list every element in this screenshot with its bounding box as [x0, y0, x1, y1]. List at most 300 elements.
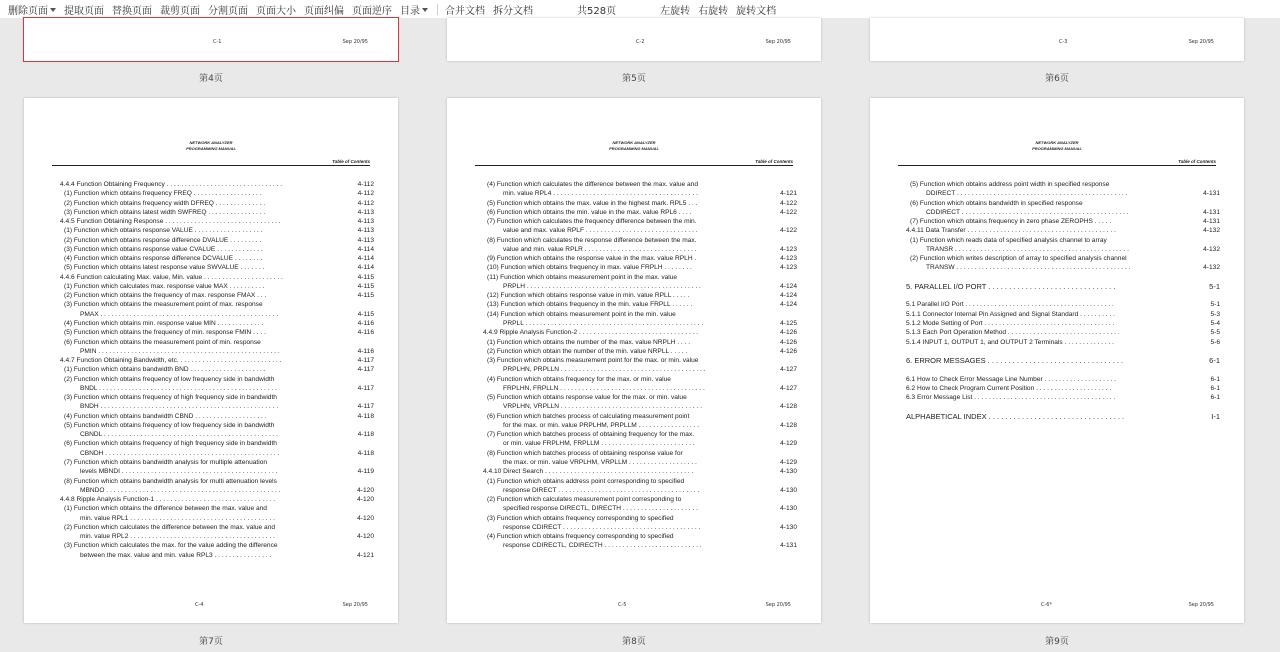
toc-entry	[483, 467, 797, 476]
toc-entry	[906, 402, 1220, 411]
toc-entry	[60, 208, 374, 217]
toc-entry	[483, 300, 797, 309]
toc-entry	[60, 217, 374, 226]
page-count-text: 共528页	[577, 5, 617, 17]
toc-entry-text: (4) Function which obtains min. response value MIN . . . . . . . . . . . . .	[64, 319, 264, 327]
page-footer-number: C-5	[618, 602, 627, 608]
toc-entry	[483, 365, 797, 374]
table-of-contents-label: Table of Contents	[1178, 159, 1216, 164]
document-header-line: NETWORK ANALYZER	[189, 140, 233, 145]
page-number-label: 第4页	[199, 74, 223, 84]
toc-entry-page: 4-122	[780, 199, 797, 207]
toc-entry-page: 4-118	[357, 431, 374, 439]
toc-entry-page: 4-128	[780, 403, 797, 411]
toc-entry	[483, 254, 797, 263]
toc-entry-text: CBNDH . . . . . . . . . . . . . . . . . . . . . . . . . . . . . . . . . . . . . . . . . . . . . . . .	[80, 449, 280, 457]
toc-entry	[906, 254, 1220, 263]
page-footer-date: Sep 20/95	[1188, 602, 1214, 608]
toc-entry-page	[1192, 254, 1220, 263]
toc-entry-text: (7) Function which obtains bandwidth analysis for multiple attenuation	[64, 458, 268, 466]
page-number-label: 第5页	[622, 74, 646, 84]
toc-entry-text	[906, 365, 1192, 374]
toc-entry	[906, 263, 1220, 272]
toc-entry	[906, 319, 1220, 328]
toc-entry-page: 4-112	[357, 181, 374, 188]
toc-entry-text: (3) Function which calculates the max. for the value adding the difference	[64, 542, 278, 550]
toc-entry-text: (8) Function which batches process of obtaining response value for	[487, 449, 683, 457]
page-footer-date: Sep 20/95	[342, 602, 368, 608]
page-reverse-button[interactable]	[352, 2, 392, 17]
toc-entry	[60, 310, 374, 319]
toc-button[interactable]	[400, 2, 428, 17]
toc-entry-page: 4-113	[357, 236, 374, 244]
toc-entry-page	[769, 430, 797, 439]
toc-entry-page	[346, 375, 374, 384]
toc-entry-text: 6.2 How to Check Program Current Position . . . . . . . . . . . . . . . . . . . . .	[906, 384, 1112, 392]
toc-entry-page: 4-123	[780, 264, 797, 272]
split-page-button[interactable]	[208, 2, 248, 17]
toc-entry-page	[1192, 402, 1220, 411]
toc-entry-page	[1192, 199, 1220, 208]
toc-entry-text: (4) Function which calculates the difference between the max. value and	[487, 181, 698, 188]
page-deskew-button[interactable]	[304, 2, 344, 17]
toc-entry-text: PRPLL . . . . . . . . . . . . . . . . . . . . . . . . . . . . . . . . . . . . . . . . . . . . . . . . .	[503, 319, 704, 327]
toc-entry	[60, 319, 374, 328]
toc-entry-page: 4-114	[357, 255, 374, 263]
toc-entry-page: 4-123	[780, 255, 797, 263]
toc-entry	[60, 532, 374, 541]
crop-page-button[interactable]	[160, 2, 200, 17]
toc-entry-text: (1) Function which reads data of specified analysis channel to array	[910, 236, 1107, 244]
toc-entry-text: (7) Function which batches process of obtaining frequency for the max.	[487, 431, 695, 439]
toc-entry	[60, 467, 374, 476]
toc-entry-page: 4-125	[780, 319, 797, 327]
toc-entry-page	[769, 310, 797, 319]
merge-document-button[interactable]: 合并文档	[445, 5, 485, 17]
toc-entry	[906, 245, 1220, 254]
toc-entry-page	[346, 477, 374, 486]
extract-page-button[interactable]	[64, 2, 104, 17]
toc-entry-text: (10) Function which obtains frequency in max. value FRPLH . . . . . . . .	[487, 264, 692, 272]
toc-entry-page	[346, 439, 374, 448]
toc-entry	[906, 338, 1220, 347]
toc-entry-text: (5) Function which obtains latest response value SWVALUE . . . . . . .	[64, 264, 265, 272]
page-deskew-label: 页面纠偏	[304, 5, 344, 17]
toc-entry-page: 5-6	[1210, 338, 1220, 346]
toc-entry	[60, 477, 374, 486]
toc-entry	[60, 523, 374, 532]
toc-entry-text: value and min. value RPLR . . . . . . . . . . . . . . . . . . . . . . . . . . . . . . .	[503, 245, 697, 253]
toc-list	[60, 180, 374, 560]
toc-entry-text: response DIRECT . . . . . . . . . . . . . . . . . . . . . . . . . . . . . . . . . . . . . . .	[503, 486, 700, 494]
header-rule	[475, 165, 793, 166]
page-number-label: 第9页	[1045, 637, 1069, 647]
toc-entry-text: ALPHABETICAL INDEX . . . . . . . . . . . . . . . . . . . . . . . . . . . . . . . . .	[906, 411, 1125, 421]
toc-entry	[60, 393, 374, 402]
toc-entry-page: 4-132	[1203, 227, 1220, 235]
toc-entry-page: 4-118	[357, 449, 374, 457]
toc-entry	[483, 430, 797, 439]
toc-entry-text: (1) Function which obtains the number of the max. value NRPLH . . . .	[487, 338, 691, 346]
toc-entry-text: (5) Function which obtains the max. value in the highest mark. RPL5 . . .	[487, 199, 698, 207]
toc-entry-text: (2) Function which obtains the frequency of max. response FMAX . . .	[64, 292, 267, 300]
toc-entry-page: 5-3	[1210, 310, 1220, 318]
toc-entry-text: (14) Function which obtains measurement point in the min. value	[487, 310, 676, 318]
toc-entry-page: 4-131	[1203, 218, 1220, 226]
toc-entry-text: (4) Function which obtains bandwidth CBND . . . . . . . . . . . . . . . . . . . .	[64, 412, 267, 420]
toc-entry-page: 4-132	[1203, 245, 1220, 253]
toc-entry-text: (5) Function which obtains response value for the max. or min. value	[487, 394, 687, 402]
toc-entry-text	[906, 273, 1192, 282]
toc-entry	[906, 189, 1220, 198]
page-footer-date: Sep 20/95	[342, 39, 368, 45]
split-document-button[interactable]: 拆分文档	[493, 5, 533, 17]
toc-entry-text: min. value RPL4 . . . . . . . . . . . . . . . . . . . . . . . . . . . . . . . . . . . . . . . .	[503, 190, 698, 198]
toc-entry	[906, 226, 1220, 235]
header-rule	[898, 165, 1216, 166]
toc-entry	[906, 180, 1220, 189]
delete-page-button[interactable]	[8, 2, 56, 17]
toc-entry	[60, 486, 374, 495]
toc-entry	[483, 514, 797, 523]
toc-entry-page: 6-1	[1210, 384, 1220, 392]
toc-entry	[60, 384, 374, 393]
split-page-label: 分割页面	[208, 5, 248, 17]
toc-entry-text: CDDIRECT . . . . . . . . . . . . . . . . . . . . . . . . . . . . . . . . . . . . . . . . . . . . . .	[926, 208, 1129, 216]
toc-entry-page: 4-116	[357, 329, 374, 337]
toc-entry-text	[906, 291, 1192, 300]
page-thumbnail[interactable]	[24, 18, 398, 61]
toc-entry-text: 4.4.8 Ripple Analysis Function-1 . . . . . . . . . . . . . . . . . . . . . . . . . . . . . . . . .	[60, 496, 276, 504]
delete-page-label: 删除页面	[8, 5, 48, 17]
toc-entry-page: 4-129	[780, 458, 797, 466]
toc-entry-page	[769, 393, 797, 402]
toc-entry-page: 4-131	[780, 542, 797, 550]
toc-entry-text: (3) Function which obtains frequency of high frequency side in bandwidth	[64, 394, 277, 402]
toc-entry-text: (3) Function which obtains response value CVALUE . . . . . . . . . . . . .	[64, 245, 263, 253]
toc-entry-page: 4-113	[357, 218, 374, 226]
toc-entry	[906, 291, 1220, 300]
toc-entry-text: 5.1.1 Connector Internal Pin Assigned and Signal Standard . . . . . . . . . .	[906, 310, 1115, 318]
toc-entry	[60, 226, 374, 235]
toc-entry-page	[769, 514, 797, 523]
toc-entry-page	[346, 300, 374, 309]
toc-entry-page	[769, 375, 797, 384]
header-rule	[52, 165, 370, 166]
page-thumbnail[interactable]	[447, 98, 821, 623]
toc-entry-text: (1) Function which obtains frequency FREQ . . . . . . . . . . . . . . . . . . .	[64, 190, 262, 198]
page-footer-number: C-4	[195, 602, 204, 608]
toc-entry-page	[769, 236, 797, 245]
toc-entry-page: 4-116	[357, 347, 374, 355]
toc-entry-page: 4-114	[357, 264, 374, 272]
table-of-contents-label: Table of Contents	[755, 159, 793, 164]
toc-entry	[60, 300, 374, 309]
page-footer-number: C-3	[1059, 39, 1068, 45]
toc-entry	[483, 402, 797, 411]
toc-list	[906, 180, 1220, 421]
toc-entry-text: (1) Function which obtains bandwidth BND . . . . . . . . . . . . . . . . . . . . .	[64, 366, 266, 374]
toc-entry-page: 4-115	[357, 292, 374, 300]
page-footer-number: C-6*	[1041, 602, 1052, 608]
toc-entry-text: (6) Function which batches process of calculating measurement point	[487, 412, 690, 420]
toc-entry-text: PMAX . . . . . . . . . . . . . . . . . . . . . . . . . . . . . . . . . . . . . . . . . . . . . . . . .	[80, 310, 279, 318]
page-size-button[interactable]	[256, 2, 296, 17]
toc-entry-page	[769, 495, 797, 504]
toc-entry-page: I-1	[1211, 411, 1220, 421]
toc-entry-page: 4-124	[780, 292, 797, 300]
toc-entry-page	[346, 458, 374, 467]
toc-entry	[906, 328, 1220, 337]
page-thumbnail[interactable]	[447, 18, 821, 61]
toc-entry	[906, 393, 1220, 402]
toc-entry-page: 5-4	[1210, 319, 1220, 327]
page-thumbnail[interactable]	[24, 98, 398, 623]
toc-entry	[483, 393, 797, 402]
toc-entry-text: 5.1.2 Mode Setting of Port . . . . . . . . . . . . . . . . . . . . . . . . . . . . . . . . . . . .	[906, 319, 1115, 327]
toc-entry-page: 4-130	[780, 523, 797, 531]
toc-entry-page: 4-131	[1203, 208, 1220, 216]
toc-entry-text: (2) Function which obtains frequency of low frequency side in bandwidth	[64, 375, 275, 383]
toc-entry-page	[769, 356, 797, 365]
toc-entry	[60, 245, 374, 254]
toc-entry	[60, 458, 374, 467]
toc-entry-text: TRANSW . . . . . . . . . . . . . . . . . . . . . . . . . . . . . . . . . . . . . . . . . . . . . . . .	[926, 264, 1131, 272]
toc-entry-text: 4.4.9 Ripple Analysis Function-2 . . . . . . . . . . . . . . . . . . . . . . . . . . . . . . . . .	[483, 329, 699, 337]
toc-entry-text: 6.1 How to Check Error Message Line Number . . . . . . . . . . . . . . . . . . . .	[906, 375, 1116, 383]
toc-entry-text: (2) Function which obtains response difference DVALUE . . . . . . . . .	[64, 236, 262, 244]
toc-entry-page: 4-120	[357, 533, 374, 541]
toc-entry	[483, 189, 797, 198]
toc-entry-text: 4.4.10 Direct Search . . . . . . . . . . . . . . . . . . . . . . . . . . . . . . . . . . . . . . . . .	[483, 468, 694, 476]
toc-entry-text: (6) Function which obtains frequency of high frequency side in bandwidth	[64, 440, 277, 448]
replace-page-button[interactable]	[112, 2, 152, 17]
toc-entry-page: 4-132	[1203, 264, 1220, 272]
toc-entry-page	[769, 217, 797, 226]
toc-entry-page	[346, 421, 374, 430]
toc-entry-text: 4.4.5 Function Obtaining Response . . . . . . . . . . . . . . . . . . . . . . . . . . . . . . . .	[60, 218, 281, 226]
toc-entry-text: BNDH . . . . . . . . . . . . . . . . . . . . . . . . . . . . . . . . . . . . . . . . . . . . . . . . .	[80, 403, 279, 411]
document-header	[870, 140, 1244, 152]
toc-entry-text: (3) Function which obtains latest width SWFREQ . . . . . . . . . . . . . . . .	[64, 208, 266, 216]
toc-entry-page: 4-130	[780, 468, 797, 476]
toc-entry-page: 4-120	[357, 514, 374, 522]
toc-entry-page: 4-123	[780, 245, 797, 253]
toc-entry-page: 4-129	[780, 440, 797, 448]
toc-entry-text: levels MBNDI . . . . . . . . . . . . . . . . . . . . . . . . . . . . . . . . . . . . . . . . . . .	[80, 468, 278, 476]
toc-entry-text: (7) Function which obtains frequency in zero phase ZEROPHS . . . . .	[910, 218, 1112, 226]
toc-entry	[906, 300, 1220, 309]
toc-entry	[906, 273, 1220, 282]
page-footer-date: Sep 20/95	[765, 602, 791, 608]
toc-entry-page: 6-1	[1209, 356, 1220, 366]
toc-entry	[60, 263, 374, 272]
document-header	[447, 140, 821, 152]
toc-entry-page: 4-126	[780, 347, 797, 355]
toc-entry-text: (4) Function which obtains frequency corresponding to specified	[487, 533, 674, 541]
toc-entry	[906, 356, 1220, 365]
toc-entry	[906, 365, 1220, 374]
toc-entry	[60, 356, 374, 365]
table-of-contents-label: Table of Contents	[332, 159, 370, 164]
toc-entry	[60, 282, 374, 291]
toc-entry-text: (3) Function which obtains frequency corresponding to specified	[487, 514, 674, 522]
toc-entry	[906, 208, 1220, 217]
page-thumbnail[interactable]	[870, 98, 1244, 623]
toc-entry-text: PMIN . . . . . . . . . . . . . . . . . . . . . . . . . . . . . . . . . . . . . . . . . . . . . . . . . .	[80, 347, 280, 355]
toc-entry	[906, 375, 1220, 384]
toc-entry-page: 4-117	[357, 403, 374, 411]
toc-entry-page: 4-119	[357, 468, 374, 476]
toc-entry-text: (2) Function which obtains frequency width DFREQ . . . . . . . . . . . . . .	[64, 199, 266, 207]
toc-entry	[60, 421, 374, 430]
toc-entry-text: for the max. or min. value PRPLHM, PRPLLM . . . . . . . . . . . . . . . . .	[503, 421, 700, 429]
toc-entry	[60, 273, 374, 282]
toc-entry-text: 4.4.6 Function calculating Max. value, Min. value . . . . . . . . . . . . . . . . . . . . . .	[60, 273, 283, 281]
toc-entry-page: 4-122	[780, 208, 797, 216]
toc-entry-text: (4) Function which obtains response difference DCVALUE . . . . . . . .	[64, 255, 263, 263]
toc-entry	[483, 504, 797, 513]
toc-entry-page: 6-1	[1210, 375, 1220, 383]
crop-page-label: 裁剪页面	[160, 5, 200, 17]
rotate-right-button[interactable]: 右旋转	[698, 5, 729, 17]
toc-entry-page: 4-124	[780, 282, 797, 290]
toc-entry-text: (2) Function which obtain the number of the min. value NRPLL . . . . .	[487, 347, 688, 355]
toc-entry-page	[346, 541, 374, 550]
toc-entry-text: PRPLH . . . . . . . . . . . . . . . . . . . . . . . . . . . . . . . . . . . . . . . . . . . . . . . .	[503, 282, 701, 290]
toc-entry-text: BNDL . . . . . . . . . . . . . . . . . . . . . . . . . . . . . . . . . . . . . . . . . . . . . . . . .	[80, 384, 277, 392]
toc-entry-text: 5.1.3 Each Port Operation Method . . . . . . . . . . . . . . . . . . . . . . . . . . . . . . .	[906, 329, 1120, 337]
toc-entry	[483, 541, 797, 550]
toc-entry-page: 4-115	[357, 310, 374, 318]
toc-entry	[906, 412, 1220, 421]
toc-entry	[483, 458, 797, 467]
page-reverse-label: 页面逆序	[352, 5, 392, 17]
toc-entry-page	[1192, 365, 1220, 374]
replace-page-label: 替换页面	[112, 5, 152, 17]
toc-entry	[483, 199, 797, 208]
toc-entry	[483, 412, 797, 421]
toc-entry-text: (1) Function which obtains response VALUE . . . . . . . . . . . . . . . . . . .	[64, 227, 263, 235]
toc-entry	[483, 217, 797, 226]
page-footer-date: Sep 20/95	[765, 39, 791, 45]
toc-entry	[60, 338, 374, 347]
toc-entry	[906, 310, 1220, 319]
toc-entry-text: (9) Function which obtains the response value in the max. value RPLH .	[487, 255, 697, 263]
toc-entry-text: response CDIRECT . . . . . . . . . . . . . . . . . . . . . . . . . . . . . . . . . . . . . .	[503, 523, 701, 531]
toc-entry-text: CBNDL . . . . . . . . . . . . . . . . . . . . . . . . . . . . . . . . . . . . . . . . . . . . . . . .	[80, 431, 278, 439]
toc-entry-page	[769, 412, 797, 421]
toc-entry-page: 4-121	[780, 190, 797, 198]
toc-entry-text: min. value RPL1 . . . . . . . . . . . . . . . . . . . . . . . . . . . . . . . . . . . . . . . .	[80, 514, 275, 522]
document-header-line: NETWORK ANALYZER	[612, 140, 656, 145]
toc-entry-text: (6) Function which obtains bandwidth in specified response	[910, 199, 1083, 207]
toc-entry	[906, 199, 1220, 208]
toc-entry-text: value and max. value RPLF . . . . . . . . . . . . . . . . . . . . . . . . . . . . . . .	[503, 227, 698, 235]
toc-entry-page: 5-1	[1210, 301, 1220, 309]
toc-entry-text: (1) Function which calculates max. response value MAX . . . . . . . . . .	[64, 282, 265, 290]
toc-entry-text: VRPLHN, VRPLLN . . . . . . . . . . . . . . . . . . . . . . . . . . . . . . . . . . . . . . .	[503, 403, 702, 411]
toc-entry-page: 4-130	[780, 486, 797, 494]
toc-entry-page: 4-117	[357, 384, 374, 392]
toc-entry-page: 4-126	[780, 329, 797, 337]
toc-entry-page: 4-126	[780, 338, 797, 346]
toc-entry-text: 5.1.4 INPUT 1, OUTPUT 1, and OUTPUT 2 Terminals . . . . . . . . . . . . . .	[906, 338, 1115, 346]
toc-entry	[483, 291, 797, 300]
toc-entry	[483, 208, 797, 217]
toc-entry	[60, 180, 374, 189]
toc-entry-text: 4.4.4 Function Obtaining Frequency . . . . . . . . . . . . . . . . . . . . . . . . . . . . . . . .	[60, 181, 283, 188]
toc-entry	[60, 328, 374, 337]
toc-entry-page: 4-114	[357, 245, 374, 253]
toc-entry	[483, 486, 797, 495]
toc-entry-text: (8) Function which obtains bandwidth analysis for multi attenuation levels	[64, 477, 277, 485]
toc-entry-page: 4-118	[357, 412, 374, 420]
toc-entry	[483, 384, 797, 393]
toc-entry-text: MBNDO . . . . . . . . . . . . . . . . . . . . . . . . . . . . . . . . . . . . . . . . . . . . . . . .	[80, 486, 281, 494]
toc-entry-text: (1) Function which obtains address point corresponding to specified	[487, 477, 685, 485]
toc-entry-text: (6) Function which obtains the measurement point of min. response	[64, 338, 261, 346]
toc-entry-text: DDIRECT . . . . . . . . . . . . . . . . . . . . . . . . . . . . . . . . . . . . . . . . . . . . . . .	[926, 190, 1128, 198]
toc-entry-text: (5) Function which obtains the frequency of min. response FMIN . . . .	[64, 329, 266, 337]
toc-entry-page	[346, 338, 374, 347]
toc-entry	[483, 273, 797, 282]
toc-entry	[60, 551, 374, 560]
toc-entry-page: 4-116	[357, 319, 374, 327]
toc-entry-text: PRPLHN, PRPLLN . . . . . . . . . . . . . . . . . . . . . . . . . . . . . . . . . . . . . . . .	[503, 366, 706, 374]
toc-entry-text: 5.1 Parallel I/O Port . . . . . . . . . . . . . . . . . . . . . . . . . . . . . . . . . . . . . . . . .	[906, 301, 1114, 309]
toc-entry-page: 4-127	[780, 384, 797, 392]
toolbar-divider	[437, 4, 438, 15]
toc-entry	[483, 523, 797, 532]
chevron-down-icon	[422, 8, 428, 12]
toc-entry-page: 4-113	[357, 227, 374, 235]
toc-entry-text: 4.4.7 Function Obtaining Bandwidth, etc. . . . . . . . . . . . . . . . . . . . . . . . . . . . .	[60, 357, 282, 365]
toc-entry-text: (7) Function which calculates the frequency difference between the min.	[487, 218, 697, 226]
toc-entry	[483, 338, 797, 347]
toc-entry-page: 4-112	[357, 199, 374, 207]
toc-entry-text: response CDIRECTL, CDIRECTH . . . . . . . . . . . . . . . . . . . . . . . . . . .	[503, 542, 702, 550]
toc-entry	[60, 375, 374, 384]
toc-entry-text: (2) Function which calculates the difference between the max. value and	[64, 523, 275, 531]
toc-entry	[906, 347, 1220, 356]
toc-entry-text: (11) Function which obtains measurement point in the max. value	[487, 273, 678, 281]
page-thumbnail[interactable]	[870, 18, 1244, 61]
toc-entry-page	[769, 477, 797, 486]
rotate-left-button[interactable]: 左旋转	[660, 5, 691, 17]
toc-entry	[906, 282, 1220, 291]
toc-entry-page	[346, 523, 374, 532]
toc-entry	[483, 328, 797, 337]
toc-entry-text: (5) Function which obtains address point width in specified response	[910, 181, 1110, 188]
toc-entry	[60, 412, 374, 421]
toc-entry-text	[906, 402, 1192, 411]
toc-entry	[483, 282, 797, 291]
toc-entry	[60, 365, 374, 374]
toc-entry	[60, 449, 374, 458]
toc-entry-text: (12) Function which obtains response value in min. value RPLL . . . . .	[487, 292, 690, 300]
toc-entry	[60, 495, 374, 504]
toc-entry-page: 4-128	[780, 421, 797, 429]
toc-entry	[60, 541, 374, 550]
page-size-label: 页面大小	[256, 5, 296, 17]
rotate-document-button[interactable]: 旋转文档	[736, 5, 777, 17]
page-number-label: 第7页	[199, 637, 223, 647]
document-header-line: PROGRAMMING MANUAL	[609, 146, 659, 151]
toc-entry	[483, 180, 797, 189]
toc-entry-page: 4-115	[357, 282, 374, 290]
toc-entry-text: (3) Function which obtains the measurement point of max. response	[64, 301, 263, 309]
